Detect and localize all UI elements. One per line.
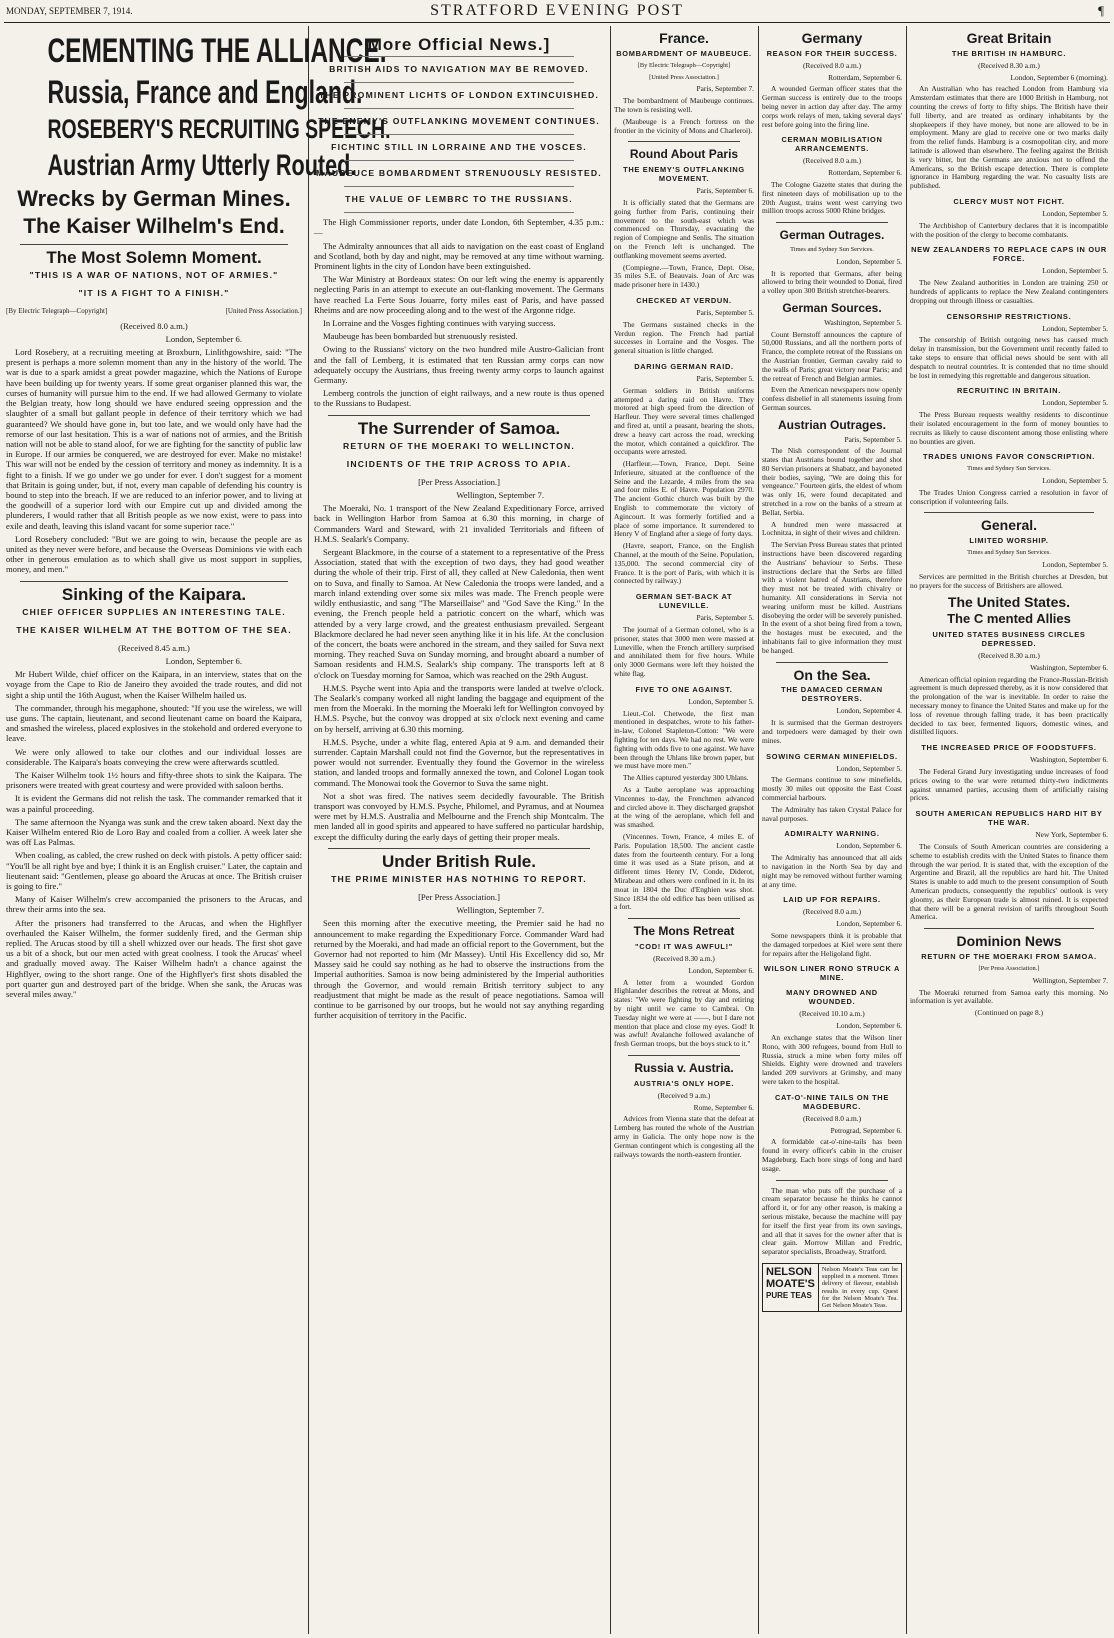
byline bbox=[6, 306, 302, 316]
dateline: London, September 6. bbox=[165, 655, 242, 666]
subhead: ADMIRALTY WARNING. bbox=[784, 829, 880, 839]
section-title-mons-retreat: The Mons Retreat bbox=[633, 924, 735, 939]
column-5 bbox=[910, 26, 1108, 1634]
newspaper-title: STRATFORD EVENING POST bbox=[430, 2, 684, 19]
subhead: LAID UP FOR REPAIRS. bbox=[783, 895, 881, 905]
dateline: London, September 5. bbox=[688, 696, 754, 706]
article-paragraph: Even the American newspapers now openly confess disbelief in all statements issuing from German sources. bbox=[762, 385, 902, 412]
byline-press: [United Press Association.] bbox=[225, 307, 302, 316]
byline-services: Times and Sydney Sun Services. bbox=[790, 245, 874, 253]
separator bbox=[344, 186, 574, 187]
byline-services: Times and Sydney Sun Services. bbox=[967, 549, 1051, 557]
separator bbox=[344, 82, 574, 83]
section-title-germany: Germany bbox=[801, 30, 863, 46]
headline-wrecks: Wrecks by German Mines. bbox=[17, 186, 291, 212]
dateline: Paris, September 5. bbox=[844, 434, 902, 444]
article-paragraph: A formidable cat-o'-nine-tails has been found in every officer's cabin in the cruiser Magdeburg. Each bore sings of long and hard usage. bbox=[762, 1137, 902, 1173]
subhead: LIMITED WORSHIP. bbox=[969, 536, 1049, 546]
dateline: Washington, September 6. bbox=[1030, 755, 1108, 765]
tea-advertisement bbox=[762, 1263, 902, 1312]
dateline: Rome, September 6. bbox=[693, 1102, 754, 1112]
subhead: CAT-O'-NINE TAILS ON THE MAGDEBURC. bbox=[775, 1092, 889, 1111]
subhead: MANY DROWNED AND WOUNDED. bbox=[786, 988, 878, 1007]
article-paragraph: H.M.S. Psyche went into Apia and the transports were landed at twelve o'clock. The Sealark's company worked all night landing the baggage and equipment of the men from the Moeraki. In the morning the Moeraki left for Wellington convoyed by H.M.S. Psyche, but the convoy was dropped at six o'clock next evening and came on by herself, arriving at 6.30 this morning. bbox=[314, 682, 604, 734]
subhead: RETURN OF THE MOERAKI TO WELLINCTON. bbox=[343, 440, 575, 451]
subhead: REASON FOR THEIR SUCCESS. bbox=[766, 48, 898, 58]
byline-telegraph: [By Electric Telegraph—Copyright] bbox=[6, 307, 108, 316]
section-title-france: France. bbox=[659, 30, 709, 46]
article-paragraph: The Press Bureau requests wealthy residents to discontinue their isolated encouragement in the form of money bounties to recruits as likely to cause discontent among those enlisting where no bounties are given. bbox=[910, 410, 1108, 446]
byline-services: Times and Sydney Sun Services. bbox=[967, 465, 1051, 473]
dateline: London, September 6. bbox=[165, 333, 242, 344]
article-paragraph: The High Commissioner reports, under date London, 6th September, 4.35 p.m.:— bbox=[314, 217, 604, 238]
section-title-great-britain: Great Britain bbox=[966, 30, 1052, 46]
article-paragraph: German soldiers in British uniforms attempted a daring raid on Havre. They motored at high speed from the direction of Harfleur. They were several times challenged and fired at, until a peasant, hearing the shots, drew a heavy cart across the road, wrecking the motor, which contained a quickfiror. The occupants were arrested. bbox=[614, 385, 754, 457]
dateline: London, September 6. bbox=[836, 1021, 902, 1031]
article-paragraph: (Compiegne.—Town, France, Dept. Oise, 35 miles S.E. of Beauvais. Joan of Arc was made prisoner here in 1430.) bbox=[614, 262, 754, 290]
headline-rosebery: ROSEBERY'S RECRUITING SPEECH. bbox=[47, 114, 391, 145]
article-paragraph: (Maubeuge is a French fortress on the frontier in the vicinity of Mons and Charleroi). bbox=[614, 116, 754, 135]
subhead: THE INCREASED PRICE OF FOODSTUFFS. bbox=[921, 743, 1097, 753]
dateline: Paris, September 5. bbox=[696, 307, 754, 317]
article-paragraph: It is officially stated that the Germans are going further from Paris, continuing their movement to the south-east which was commenced on Thursday, evacuating the region of Compiegne and Senlis. The situation on the French left is unchanged. The outflanking movement seems averted. bbox=[614, 197, 754, 260]
subhead: UNITED STATES BUSINESS CIRCLES DEPRESSED. bbox=[932, 630, 1086, 649]
separator bbox=[776, 1180, 888, 1181]
subhead: FIVE TO ONE AGAINST. bbox=[635, 684, 733, 694]
article-paragraph: It is surmised that the German destroyers and torpedoers were damaged by their own mines. bbox=[762, 718, 902, 745]
ad-brand-line: PURE TEAS bbox=[766, 1290, 812, 1300]
article-paragraph: The Cologne Gazette states that during the first nineteen days of mobilisation up to the 20th August, trains went west carrying two million troops across 5000 Rhine bridges. bbox=[762, 179, 902, 216]
column-divider bbox=[610, 26, 611, 1634]
separator bbox=[344, 108, 574, 109]
subhead: BOMBARDMENT OF MAUBEUCE. bbox=[616, 48, 752, 58]
dateline: Paris, September 7. bbox=[696, 84, 754, 94]
received-time: (Received 8.0 a.m.) bbox=[802, 156, 862, 166]
subhead: CENSORSHIP RESTRICTIONS. bbox=[946, 311, 1072, 321]
continued-notice[interactable]: (Continued on page 8.) bbox=[974, 1008, 1044, 1018]
article-paragraph: A letter from a wounded Gordon Highlander describes the retreat at Mons, and states: "We were fighting by day and retiring by night until we came to Cambrai. On Tuesday night we were at ——, but I dare not mention that place and close my eyes. God! It was awful! Avalanche followed avalanche of fresh German troops, but the boys stuck to it." bbox=[614, 977, 754, 1049]
section-title-united-states: The United States. bbox=[947, 594, 1071, 611]
article-paragraph: Not a shot was fired. The natives seem decidedly favourable. The British transport was convoyed by H.M.S. Psyche, Philomel, and Pyramus, and at Noumea were met by H.M.S. Australia and Melbourne and the French ship Montcalm. The men landed all in good spirits and appeared to have suffered no particular hardship, except the difficulty during the early days of getting their proper meals. bbox=[314, 790, 604, 842]
separator bbox=[344, 212, 574, 213]
article-paragraph: The Allies captured yesterday 300 Uhlans. bbox=[623, 773, 749, 783]
dateline: Petrograd, September 6. bbox=[830, 1125, 902, 1135]
article-paragraph: The Admiralty has announced that all aids to navigation in the North Sea by day and night may be removed without further warning at any time. bbox=[762, 853, 902, 889]
article-paragraph: The journal of a German colonel, who is a prisoner, states that 3000 men were massed at Luneville, when the French artillery surprised and annihilated them for five hours. While only 3000 Germans were left they hoisted the white flag. bbox=[614, 625, 754, 679]
article-paragraph: The Trades Union Congress carried a resolution in favor of conscription if volunteering fails. bbox=[910, 487, 1108, 506]
separator bbox=[20, 581, 288, 582]
article-paragraph: Sergeant Blackmore, in the course of a statement to a representative of the Press Association, stated that with the exception of two days, they had good weather during the whole of their trip. First of all, they called at New Caledonia, then went on to Suva, and finally to Samoa. At New Caledonia the troops were landed, and a march inland extending over some six miles was made. The French people were wildly enthusiastic, and sang "The Marseillaise" and "God Save the King." In the evening, the French people held a patriotic concert on the wharf, which was attended by a very large crowd, and the greatest enthusiasm prevailed. Sergeant Blackmore declared he had never seen anything like it in his life. At the conclusion of the concert, the boats were anchored in the stream, and they sailed for Suva next morning. They reached Suva on Sunday morning, and brought aboard a number of Samoan residents and H.M.S. Sealark's ship company. The transports left at 8 o'clock on Tuesday morning for Samoa, which was reached on the 29th August. bbox=[314, 547, 604, 680]
dateline: London, September 6 (morning). bbox=[1010, 72, 1108, 82]
dateline: London, September 5. bbox=[1042, 398, 1108, 408]
article-paragraph: The bombardment of Maubeuge continues. The town is resisting well. bbox=[614, 96, 754, 114]
article-paragraph: The Servian Press Bureau states that printed instructions have been discovered regarding the Austrians' behaviour to Serbs. These instructions declare that the Serbs are filled with a violent hatred of Austrians, therefore they must not be treated with chivalry or humanity. All considerations in Servia not wearing uniform must be killed. Austrians disobeying the order will be severely punished. In the event of a shot being fired from a town, the hostages must be executed, and the inhabitants fail to give information they must be hanged. bbox=[762, 540, 902, 655]
headline-russia-france-england: Russia, France and England. bbox=[47, 73, 363, 110]
subhead: THE PRIME MINISTER HAS NOTHING TO REPORT. bbox=[331, 873, 587, 884]
dateline: London, September 5. bbox=[836, 763, 902, 773]
section-title-russia-austria: Russia v. Austria. bbox=[634, 1060, 734, 1075]
article-paragraph: In Lorraine and the Vosges fighting continues with varying success. bbox=[323, 318, 556, 329]
separator bbox=[924, 928, 1094, 929]
article-paragraph: Maubeuge has been bombarded but strenuously resisted. bbox=[323, 331, 518, 342]
byline-telegraph: [By Electric Telegraph—Copyright] bbox=[637, 61, 731, 69]
subhead: BRITISH AIDS TO NAVIGATION MAY BE REMOVED. bbox=[329, 64, 589, 75]
section-title-on-the-sea: On the Sea. bbox=[793, 666, 871, 683]
advertisement-copy: Nelson Moate's Teas can be supplied in a moment. Times delivery of flavour, establish results in every cup. Quest for the Nelson Moate's Tea. Get Nelson Moate's Teas. bbox=[821, 1265, 898, 1309]
column-4 bbox=[762, 26, 902, 1634]
press-credit: [Per Press Association.] bbox=[418, 476, 500, 487]
dateline: Rotterdam, September 6. bbox=[828, 168, 902, 178]
article-paragraph: As a Taube aeroplane was approaching Vincennes to-day, the Frenchmen advanced and circled above it. They discharged grapshot at the wing of the aeroplane, which fell and was smashed. bbox=[614, 785, 754, 830]
article-paragraph: The Admiralty announces that all aids to navigation on the east coast of England and Scotland, both by day and night, may be removed at any time without warning. Prominent lights in the city of London have been extinguished. bbox=[314, 240, 604, 272]
received-time: (Received 8.0 a.m.) bbox=[802, 1113, 862, 1123]
subhead: THE PROMINENT LICHTS OF LONDON EXTINCUISHED. bbox=[318, 90, 600, 101]
article-paragraph: Many of Kaiser Wilhelm's crew accompanied the prisoners to the Arucas, and threw their arms into the sea. bbox=[6, 894, 302, 915]
separator bbox=[628, 918, 740, 919]
dateline: London, September 5. bbox=[1042, 560, 1108, 570]
section-title-dominion-news: Dominion News bbox=[956, 933, 1062, 950]
subhead: THE VALUE OF LEMBRC TO THE RUSSIANS. bbox=[345, 194, 573, 205]
article-paragraph: The Admiralty has taken Crystal Palace for naval purposes. bbox=[762, 804, 902, 823]
subhead: RECRUITINC IN BRITAIN. bbox=[957, 386, 1061, 396]
article-paragraph: (Havre, seaport, France, on the English Channel, at the mouth of the Seine. Population, 135,000. The second commercial city of France. It is the port of Paris, with which it is connected by railway.) bbox=[614, 541, 754, 586]
received-time: (Received 8.0 a.m.) bbox=[802, 907, 862, 917]
column-divider bbox=[906, 26, 907, 1634]
article-paragraph: Count Bernstoff announces the capture of 50,000 Russians, and all the northern ports of France, the complete retreat of the Russians on the Austrian frontier, German cavalry raid to the walls of Paris; great victory near Paris; and the retreat of French and Belgian armies. bbox=[762, 329, 902, 383]
article-paragraph: The Moeraki returned from Samoa early this morning. No information is yet available. bbox=[910, 987, 1108, 1006]
dateline: London, September 5. bbox=[836, 256, 902, 266]
article-paragraph: The Federal Grand Jury investigating undue increases of food prices owing to the war were returned thirty-two indictments against unnamed parties, accusing them of artificially raising prices. bbox=[910, 767, 1108, 803]
subhead: "COD! IT WAS AWFUL!" bbox=[635, 941, 733, 951]
section-title-austrian-outrages: Austrian Outrages. bbox=[777, 417, 887, 432]
received-time: (Received 9 a.m.) bbox=[657, 1090, 711, 1100]
dateline: New York, September 6. bbox=[1035, 830, 1108, 840]
headline-kaiser-wilhelm: The Kaiser Wilhelm's End. bbox=[23, 215, 285, 239]
dateline: London, September 5. bbox=[1042, 266, 1108, 276]
subhead: THE ENEMY'S OUTFLANKING MOVEMENT CONTINUES. bbox=[318, 116, 600, 127]
article-paragraph: The Consuls of South American countries are considering a scheme to establish credits with the United States to finance them through the war period. It is stated that, with the exception of the Argentine and Brazil, all the republics are hard hit. The United States is unable to add much to the present consumption of South American products, consequently the republics' outlook is very gloomy, as their European trade is almost ruined. It is expected that there will be a general revision of tariffs throughout South America. bbox=[910, 842, 1108, 922]
separator bbox=[328, 415, 590, 416]
received-time: (Received 10.10 a.m.) bbox=[799, 1009, 865, 1019]
dateline: London, September 6. bbox=[688, 965, 754, 975]
article-paragraph: The Archbishop of Canterbury declares that it is incompatible with the position of the clergy to become combatants. bbox=[910, 220, 1108, 239]
dateline: London, September 5. bbox=[1042, 323, 1108, 333]
byline-press: [United Press Association.] bbox=[649, 73, 719, 81]
article-paragraph: Owing to the Russians' victory on the two hundred mile Austro-Galician front and the fall of Lemberg, it is estimated that ten Russian army corps can now adequately occupy the Austrians, thus freeing twenty army corps to launch against Germany. bbox=[314, 344, 604, 386]
headline-austrian-army: Austrian Army Utterly Routed. bbox=[47, 148, 357, 182]
article-paragraph: Advices from Vienna state that the defeat at Lemberg has routed the whole of the Austrian army in Galicia. The only hope now is the German contingent which is congesting all the railways towards the north-eastern frontier. bbox=[614, 1114, 754, 1159]
received-time: (Received 8.30 a.m.) bbox=[653, 953, 715, 963]
article-paragraph: An exchange states that the Wilson liner Rono, with 300 refugees, bound from Hull to Russia, struck a mine when forty miles off Shields. Eighty were drowned and travelers landed 209 survivors at Grimsby, and many were taken to the hospital. bbox=[762, 1032, 902, 1086]
dateline: Rotterdam, September 6. bbox=[828, 72, 902, 82]
column-1 bbox=[6, 26, 391, 1634]
separator bbox=[344, 56, 574, 57]
dateline: Wellington, September 7. bbox=[1032, 975, 1108, 985]
column-divider bbox=[758, 26, 759, 1634]
article-paragraph: It is evident the Germans did not relish the task. The commander remarked that it was a painful proceeding. bbox=[6, 793, 302, 814]
article-paragraph: The Moeraki, No. 1 transport of the New Zealand Expeditionary Force, arrived back in Wellington Harbor from Samoa at 6.30 this morning, in charge of Commanders Ward and Steward, with 21 invalided Territorials and fifteen of H.M.S. Sealark's Company. bbox=[314, 503, 604, 544]
masthead bbox=[0, 0, 1114, 22]
subhead: THE DAMACED CERMAN DESTROYERS. bbox=[781, 685, 883, 704]
advertisement-brand bbox=[763, 1264, 819, 1311]
separator bbox=[776, 662, 888, 663]
section-title-kaipara: Sinking of the Kaipara. bbox=[61, 584, 247, 604]
dateline: London, September 6. bbox=[836, 841, 902, 851]
section-title-cemented-allies: The C mented Allies bbox=[947, 611, 1071, 627]
article-paragraph: (Harfleur.—Town, France, Dept. Seine Inferieure, situated at the confluence of the Seine and the Lezarde, 4 miles from the sea and four miles E. of Havre. Population 2970. The ancient Gothic church was built by the English to commemorate the victory of Agincourt. It was formerly fortified and a place of some importance. It surrendered to Henry V of England after a siege of forty days. bbox=[614, 459, 754, 539]
article-paragraph: We were only allowed to take our clothes and our individual losses are considerable. The Kaipara's boats conveying the crew were afterwards scuttled. bbox=[6, 746, 302, 767]
article-paragraph: The Kaiser Wilhelm took 1½ hours and fifty-three shots to sink the Kaipara. The prisoners were treated with great courtesy and were provided with saloon berths. bbox=[6, 769, 302, 791]
article-paragraph: Services are permitted in the British churches at Dresden, but no prayers for the success of Britishers are allowed. bbox=[910, 571, 1108, 590]
article-paragraph: American official opinion regarding the France-Russian-British agreement is much depressed thereby, as it is now considered that the prolongation of the war is inevitable. In order to raise the necessary money to finance the United States and make up for the loss of revenue through falling trade, it has been practically decided to tax beer, fermented liquors, domestic wines, and distilled liquors. bbox=[910, 674, 1108, 737]
article-paragraph: Lieut.-Col. Chetwode, the first man mentioned in despatches, wrote to his father-in-law, Colonel Stapleton-Cotton: "We were fighting for ten days. We had no rest. We were fighting with odds five to one against. We have been through the Uhlans like brown paper, but we must have more men." bbox=[614, 708, 754, 771]
article-paragraph: It is reported that Germans, after being allowed to bring their wounded to Donai, fired a volley upon 300 British stretcher-bearers. bbox=[762, 268, 902, 296]
subhead-fight-to-finish: "IT IS A FIGHT TO A FINISH." bbox=[78, 288, 230, 299]
received-time: (Received 8.0 a.m.) bbox=[802, 60, 862, 70]
dateline: Washington, September 6. bbox=[1030, 662, 1108, 672]
article-paragraph: The same afternoon the Nyanga was sunk and the crew taken aboard. Next day the Kaiser Wilhelm entered Rio de Loro Bay and coaled from a collier. A week later she was off Las Palmas. bbox=[6, 816, 302, 848]
dateline: London, September 4. bbox=[836, 706, 902, 716]
subhead-bottom-of-sea: THE KAISER WILHELM AT THE BOTTOM OF THE SEA. bbox=[16, 624, 292, 635]
headline-alliance: CEMENTING THE ALLIANCE. bbox=[47, 32, 387, 70]
column-divider bbox=[308, 26, 309, 1634]
article-paragraph: The Nish correspondent of the Journal states that Austrians bound together and shot 80 Servian prisoners at Shabatz, and bayoneted their bodies, saying, "We are doing this for vengeance." Fourteen girls, the eldest of whom was only 16, were found decapitated and stretched in a row on the banks of a stream at Bellat, Serbia. bbox=[762, 446, 902, 517]
subhead: NEW ZEALANDERS TO REPLACE CAPS IN OUR FORCE. bbox=[911, 245, 1107, 264]
subhead-chief-officer: CHIEF OFFICER SUPPLIES AN INTERESTING TALE. bbox=[22, 606, 286, 617]
masthead-rule bbox=[4, 22, 1110, 23]
article-paragraph: Seen this morning after the executive meeting, the Premier said he had no announcement to make regarding the Expeditionary Force. Commander Ward had returned by the Moeraki, and had made an official report to the Government, but the Governor had not reported to him (Mr Massey). Until His Excellency did so, Mr Massey said he could say nothing as he had to observe the instructions from the Imperial authorities. Samoa is now being administered by the Imperial authorities through the Governor, and would remain British territory subject to any readjustment that might be made as the result of peace negotiations. Samoa will continue to be garrisoned by our troops, but he would not say anything regarding further acquisition of territory in the Pacific. bbox=[314, 918, 604, 1021]
dateline: Wellington, September 7. bbox=[456, 490, 544, 501]
subhead: TRADES UNIONS FAVOR CONSCRIPTION. bbox=[922, 452, 1096, 462]
article-paragraph: A hundred men were massacred at Lochnitza, in sight of their wives and children. bbox=[762, 519, 902, 538]
section-title-official-news: More Official News.] bbox=[367, 35, 551, 54]
dateline: London, September 5. bbox=[1042, 208, 1108, 218]
separator bbox=[344, 160, 574, 161]
press-credit: [Per Press Association.] bbox=[978, 964, 1040, 972]
article-paragraph: Lord Rosebery concluded: "But we are going to win, because the people are as united as they never were before, and because the Overseas Dominions vie with each other in generous emulation as to which shall give us most support in supplies, money, and men." bbox=[6, 533, 302, 575]
dateline: London, September 5. bbox=[1042, 476, 1108, 486]
article-paragraph: (Vincennes. Town, France, 4 miles E. of Paris. Population 18,500. The ancient castle dates from the fourteenth century. For a long time it was used as a State prison, and at different times Henry IV, Conde, Diderot, Mirabeau and others were confined in it. In its moat in 1804 the Duc d'Enghien was shot. Since 1834 the old edifice has been utilised as a fort. bbox=[614, 831, 754, 912]
received-time: (Received 8.45 a.m.) bbox=[118, 642, 190, 653]
subhead-war-of-nations: "THIS IS A WAR OF NATIONS, NOT OF ARMIES." bbox=[29, 270, 279, 281]
section-title-samoa: The Surrender of Samoa. bbox=[357, 418, 561, 438]
article-paragraph: The Germans sustained checks in the Verdun region. The French had partial successes in Lorraine and the Vosges. The general situation is little changed. bbox=[614, 319, 754, 356]
page-mark: ¶ bbox=[1098, 3, 1104, 18]
article-paragraph: The New Zealand authorities in London are training 250 or hundreds of applicants to replace the New Zealand contingenters dropping out through illness or casualties. bbox=[910, 278, 1108, 305]
article-paragraph: A wounded German officer states that the German success is entirely due to the troops being never in action day after day. The army corps work relays of men, taking several days' rest before going into the firing line. bbox=[762, 84, 902, 129]
separator-advertisement-text: The man who puts off the purchase of a cream separator because he thinks he cannot afford it, or for any other reason, is making a serious mistake, because the machine will pay for itself the first year from its own savings, and all that it saves for the owner after that is clear gain. Morrow Millan and Fredric, separator specialists, Broadway, Stratford. bbox=[762, 1185, 902, 1257]
section-title-general: General. bbox=[980, 517, 1038, 534]
column-3 bbox=[614, 26, 754, 1634]
subhead: CLERCY MUST NOT FICHT. bbox=[953, 196, 1065, 206]
received-time: (Received 8.30 a.m.) bbox=[978, 60, 1040, 70]
article-paragraph: Lemberg controls the junction of eight railways, and a new route is thus opened to the Russians to Budapest. bbox=[314, 388, 604, 409]
separator bbox=[344, 134, 574, 135]
subhead: WILSON LINER RONO STRUCK A MINE. bbox=[763, 964, 901, 983]
article-paragraph: Mr Hubert Wilde, chief officer on the Kaipara, in an interview, states that on the voyage from the Cape to Rio de Janeiro they avoided the trade routes, and did not sight a ship until the 16th August, when the Kaiser Wilhelm hailed us. bbox=[6, 669, 302, 700]
subhead: THE BRITISH IN HAMBURC. bbox=[951, 48, 1067, 58]
subhead: INCIDENTS OF THE TRIP ACROSS TO APIA. bbox=[346, 458, 572, 469]
separator bbox=[328, 848, 590, 849]
subhead: SOWING CERMAN MINEFIELDS. bbox=[766, 751, 898, 761]
article-paragraph: H.M.S. Psyche, under a white flag, entered Apia at 9 a.m. and demanded their surrender. Captain Marshall could not find the Governor, but the representatives in power would not surrender. Eventually they found the Governor in the wireless station, and landed troops and formally annexed the town, and Colonel Logan took command. The Monowai took the Governor to Suva the same night. bbox=[314, 736, 604, 788]
article-paragraph: Lord Rosebery, at a recruiting meeting at Broxburn, Linlithgowshire, said: "The present is perhaps a more solemn moment than any in the history of the world. The war is due to a spark amidst a great powder magazine, which the Nations of Europe have been building up for twenty years. If some great organiser planned this war, the curses of humanity will pursue him to the end. If we had allowed Germany to violate the Belgian treaty, how long should we have endured seeing oppression and the slaughter of a small but gallant people in defence of their territory which we had guaranteed? We should have gone in, but too late, and we would only have had the remorse of our last hesitation. This is a war of nations not of armies, and the British nation will not be able to stand aloof, for we are fighting for the sanctity of public law in Europe. If our armies be conquered, we are destroyed for ever. Make no mistake! This war will not be ended by the cession of territory and money as indemnity. It is a fight to a finish. If we go under we go under for ever. I don't suggest for a moment that Britain is going under, but, if not, every man capable of defending his country is bound to step into the breach. If we are reduced to an inferior power, and to living at the goodwill of a superior lord with our Empire cut up and divided among the plunderers, I would rather that all British people as we now exist, were to pass into exile and death, leaving this island vacant for some superior race." bbox=[6, 347, 302, 531]
subhead: FICHTINC STILL IN LORRAINE AND THE VOSCES. bbox=[331, 142, 587, 153]
article-paragraph: Some newspapers think it is probable that the damaged torpedoes at Kiel were sent there for repairs after the Heligoland fight. bbox=[762, 930, 902, 958]
separator bbox=[628, 1055, 740, 1056]
subhead: CHECKED AT VERDUN. bbox=[636, 295, 732, 305]
issue-date: MONDAY, SEPTEMBER 7, 1914. bbox=[6, 6, 133, 16]
ad-brand-line: NELSON bbox=[766, 1265, 812, 1278]
received-time: (Received 8.0 a.m.) bbox=[120, 320, 188, 331]
section-title-british-rule: Under British Rule. bbox=[382, 851, 536, 871]
subhead: THE ENEMY'S OUTFLANKING MOVEMENT. bbox=[623, 165, 745, 184]
subhead: MAUBEUCE BOMBARDMENT STRENUOUSLY RESISTED. bbox=[316, 168, 602, 179]
section-title-solemn-moment: The Most Solemn Moment. bbox=[46, 248, 262, 268]
section-title-german-outrages: German Outrages. bbox=[779, 228, 885, 243]
article-paragraph: The censorship of British outgoing news has caused much delay in transmission, but the Government until recently failed to take steps to ensure that official news should be sent with all despatch to neutral countries. It is contended that no time should be lost in remedying this regrettable and dangerous situation. bbox=[910, 335, 1108, 380]
article-paragraph: An Australian who has reached London from Hamburg via Amsterdam estimates that there are 1000 British in Hamburg, not counting the crews of forty to fifty ships. The British have their full liberty, and are treated as ordinary inhabitants by the shopkeepers if they have money, but none are allowed to be in employment. Many are glad to receive one or two marks daily from the relief funds. Hamburg is a cosmopolitan city, and more latitude is allowed than elsewhere. The feeling against the British is very bitter, but the Germans are anxious not to offend the Americans, so the British escape detection. There is complete ignorance in Hamburg regarding the war. No casualty lists are published. bbox=[910, 84, 1108, 191]
dateline: Washington, September 5. bbox=[824, 317, 902, 327]
subhead: AUSTRIA'S ONLY HOPE. bbox=[633, 1078, 735, 1088]
article-paragraph: The War Ministry at Bordeaux states: On our left wing the enemy is apparently neglecting Paris in an attempt to execute an out-flanking movement. The Germans have reached La Ferte Sous Jouarre, forty miles east of Paris, and have passed Rheims and are now proceeding along and to the west of the Argonne ridge. bbox=[314, 274, 604, 315]
separator bbox=[628, 141, 740, 142]
dateline: London, September 6. bbox=[836, 919, 902, 929]
press-credit: [Per Press Association.] bbox=[418, 891, 500, 902]
ad-brand-line: MOATE'S bbox=[766, 1277, 815, 1290]
dateline: Wellington, September 7. bbox=[456, 905, 544, 916]
subhead: GERMAN SET-BACK AT LUNEVILLE. bbox=[635, 592, 733, 611]
separator bbox=[776, 222, 888, 223]
dateline: Paris, September 6. bbox=[696, 186, 754, 196]
section-title-round-about-paris: Round About Paris bbox=[629, 147, 739, 162]
separator bbox=[20, 244, 288, 245]
subhead: SOUTH AMERICAN REPUBLICS HARD HIT BY THE WAR. bbox=[915, 809, 1103, 828]
received-time: (Received 8.30 a.m.) bbox=[978, 651, 1040, 661]
dateline: Paris, September 5. bbox=[696, 613, 754, 623]
subhead: RETURN OF THE MOERAKI FROM SAMOA. bbox=[921, 951, 1097, 961]
dateline: Paris, September 5. bbox=[696, 373, 754, 383]
separator bbox=[924, 512, 1094, 513]
column-2 bbox=[314, 26, 604, 1634]
article-paragraph: The Germans continue to sow minefields, mostly 30 miles out opposite the East Coast commercial harbours. bbox=[762, 775, 902, 802]
article-paragraph: When coaling, as cabled, the crew rushed on deck with pistols. A petty officer said: "You'll be all right bye and bye; I think it is an English cruiser." Later, the captain and lieutenant said: "Gentlemen, please go aboard the Arucas at once. The British cruiser is going to fire." bbox=[6, 850, 302, 892]
article-paragraph: After the prisoners had transferred to the Arucas, and when the Highflyer overhauled the Kaiser Wilhelm, the former suddenly fired, and the German ship replied. The Arucas stood by till a shell whizzed over our heads. The first shot gave us a bit of a shock, but our men acted with great coolness. I took the Arucas' wheel and gradually moved away. The Kaiser Wilhelm hadn't a chance against the Highflyer, owing to the short range. One of the Highflyer's first shots disabled the port quarter gun and destroyed part of the bridge. When she sank, the Arucas was several miles away." bbox=[6, 917, 302, 1000]
article-paragraph: The commander, through his megaphone, shouted: "If you use the wireless, we will use guns. The captain, lieutenant, and second lieutenant came on board the Kaipara, and smashed the wireless, placed explosives in the stokehold and ordered everyone to leave. bbox=[6, 702, 302, 744]
section-title-german-sources: German Sources. bbox=[782, 300, 882, 315]
subhead: CERMAN MOBILISATION ARRANCEMENTS. bbox=[781, 135, 883, 154]
subhead: DARING GERMAN RAID. bbox=[634, 361, 734, 371]
